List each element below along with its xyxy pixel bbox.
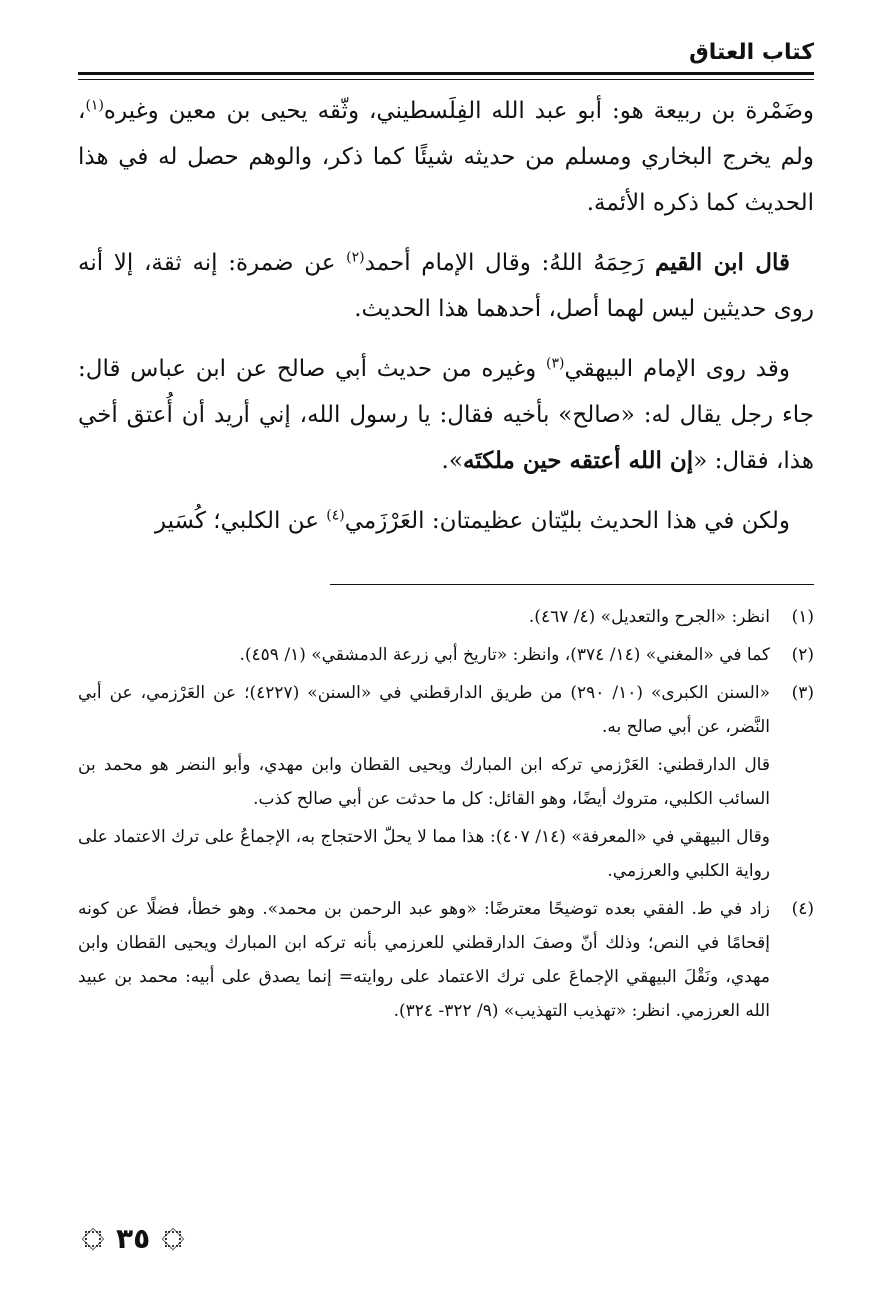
footnote-ref-1: (١) xyxy=(85,97,104,114)
footnote-number: (٣) xyxy=(791,683,814,703)
page-number-block xyxy=(82,1222,184,1255)
footnote-text: كما في «المغني» (١٤/ ٣٧٤)، وانظر: «تاريخ أبي زرعة الدمشقي» (١/ ٤٥٩). xyxy=(239,645,770,665)
footnote-ref-4: (٤) xyxy=(326,507,345,524)
ornament-icon xyxy=(82,1228,104,1250)
running-header-title: كتاب العتاق xyxy=(689,40,814,65)
footnote-body xyxy=(78,676,770,892)
paragraph-text: عن الكلبي؛ كُسَير xyxy=(154,508,327,534)
footnote-number: (٢) xyxy=(791,645,814,665)
page-number: ٣٥ xyxy=(116,1222,151,1255)
footnote-text: زاد في ط. الفقي بعده توضيحًا معترضًا: «وهو عبد الرحمن بن محمد». وهو خطأ، فضلًا عن كونه إقحامًا في النص؛ وذلك أنّ وصفَ الدارقطني للعرزمي بأنه تركه ابن المبارك ويحيى القطان وابن مهدي، ونَقْلَ البيهقي الإجماعَ على ترك الاعتماد على روايته= إنما يصدق على أبيه: محمد بن عبيد الله العرزمي. انظر: «تهذيب التهذيب» (٩/ ٣٢٢- ٣٢٤). xyxy=(78,899,770,1021)
paragraph-text: : وقال الإمام أحمد xyxy=(364,250,550,276)
paragraph-text: ». xyxy=(441,448,463,474)
paragraph-text: وغيره من حديث أبي صالح عن ابن عباس قال: جاء رجل يقال له: «صالح» بأخيه فقال: يا رسول الله، إني أريد أن أُعتق أخي هذا، فقال: « xyxy=(78,356,814,474)
honorific-text: رَحِمَهُ اللهُ xyxy=(549,250,655,276)
footnote-body xyxy=(78,892,770,1032)
paragraph-2 xyxy=(78,240,814,332)
footnote-text: انظر: «الجرح والتعديل» (٤/ ٤٦٧). xyxy=(528,607,770,627)
footnote-number: (١) xyxy=(791,607,814,627)
header-rule-thick xyxy=(78,72,814,75)
footnote-body xyxy=(78,638,770,676)
footnote-ref-3: (٣) xyxy=(546,355,565,372)
paragraph-text: ولكن في هذا الحديث بليّتان عظيمتان: العَرْزَمي xyxy=(344,508,790,534)
footnote-text: قال الدارقطني: العَرْزمي تركه ابن المبارك ويحيى القطان وابن مهدي، وأبو النضر هو محمد بن السائب الكلبي، متروك أيضًا، وهو القائل: كل ما حدثت عن أبي صالح كذب. xyxy=(78,755,770,809)
paragraph-text: وضَمْرة بن ربيعة هو: أبو عبد الله الفِلَسطيني، وثّقه يحيى بن معين وغيره xyxy=(103,98,814,124)
ornament-icon xyxy=(162,1228,184,1250)
header-rule-thin xyxy=(78,79,814,80)
footnote-1 xyxy=(78,600,814,638)
paragraph-text: وقد روى الإمام البيهقي xyxy=(564,356,790,382)
footnote-separator xyxy=(330,584,814,585)
footnote-2 xyxy=(78,638,814,676)
paragraph-3 xyxy=(78,346,814,484)
paragraph-text: عن ضمرة: إنه ثقة، إلا أنه روى حديثين ليس لهما أصل، أحدهما هذا الحديث. xyxy=(78,250,814,322)
main-text xyxy=(78,88,814,558)
hadith-quote: إن الله أعتقه حين ملكتَه xyxy=(462,447,694,474)
footnote-number: (٤) xyxy=(791,899,814,919)
footnotes xyxy=(78,600,814,1032)
speaker-label: قال ابن القيم xyxy=(654,249,790,276)
footnote-3 xyxy=(78,676,814,892)
footnote-4 xyxy=(78,892,814,1032)
paragraph-4 xyxy=(78,498,814,544)
paragraph-1 xyxy=(78,88,814,226)
footnote-ref-2: (٢) xyxy=(346,249,365,266)
footnote-body xyxy=(78,600,770,638)
footnote-text: وقال البيهقي في «المعرفة» (١٤/ ٤٠٧): هذا مما لا يحلّ الاحتجاج به، الإجماعُ على ترك الاعتماد على رواية الكلبي والعرزمي. xyxy=(78,827,770,881)
footnote-text: «السنن الكبرى» (١٠/ ٢٩٠) من طريق الدارقطني في «السنن» (٤٢٢٧)؛ عن العَرْزمي، عن أبي النَّضر، عن أبي صالح به. xyxy=(78,683,770,737)
paragraph-text: ، ولم يخرج البخاري ومسلم من حديثه شيئًا كما ذكر، والوهم حصل له في هذا الحديث كما ذكره الأئمة. xyxy=(78,98,814,216)
